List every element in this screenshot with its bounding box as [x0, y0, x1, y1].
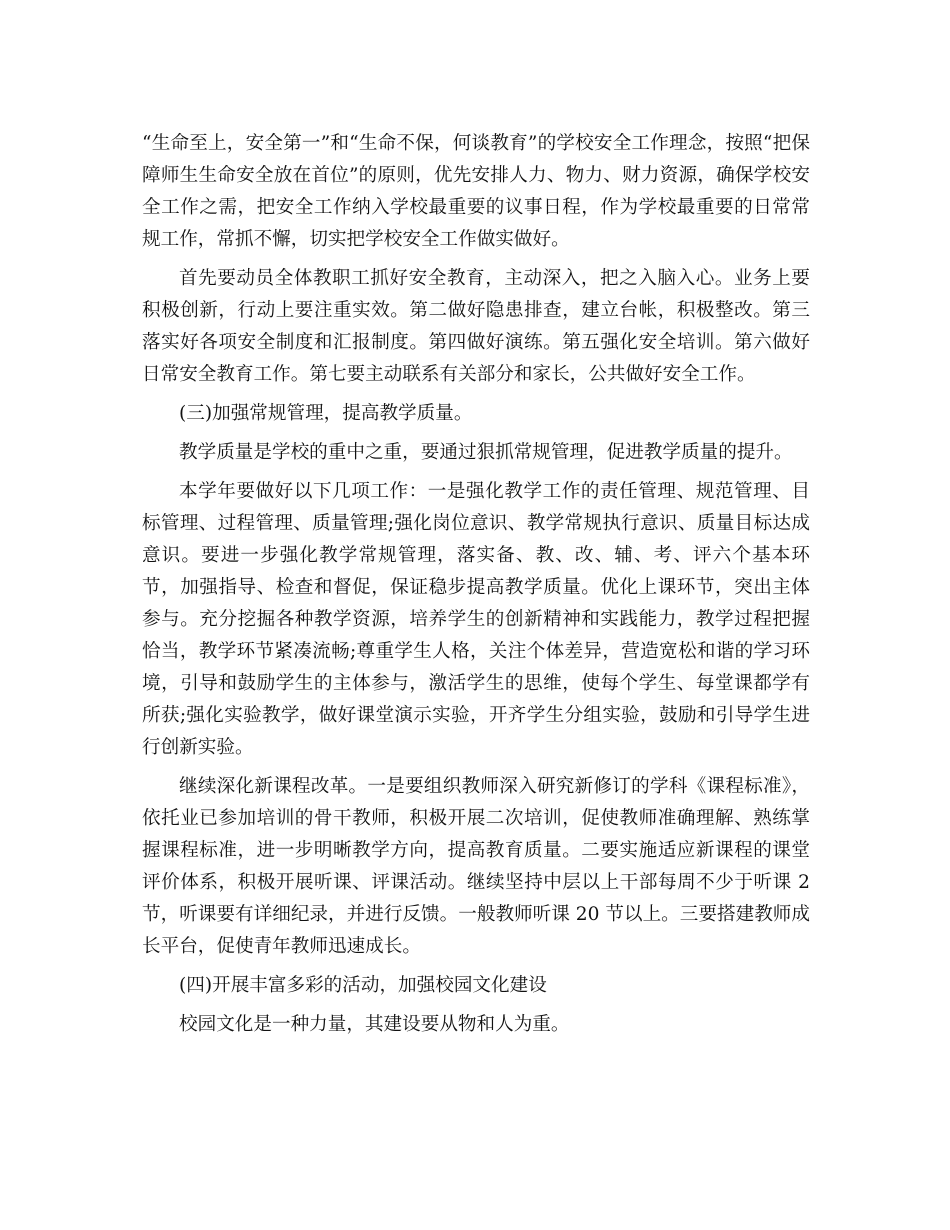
document-body: [142, 128, 810, 1048]
paragraph-teaching-quality: 教学质量是学校的重中之重，要通过狠抓常规管理，促进教学质量的提升。: [179, 442, 793, 463]
section-heading-routine-management: (三)加强常规管理，提高教学质量。: [179, 403, 473, 424]
paragraph-safety-measures: 首先要动员全体教职工抓好安全教育，主动深入，把之入脑入心。业务上要积极创新，行动上要注重实效。第二做好隐患排查，建立台帐，积极整改。第三落实好各项安全制度和汇报制度。第四做好演练。第五强化安全培训。第六做好日常安全教育工作。第七要主动联系有关部分和家长，公共做好安全工作。: [142, 268, 810, 385]
paragraph-safety-philosophy: “生命至上，安全第一”和“生命不保，何谈教育”的学校安全工作理念，按照“把保障师生生命安全放在首位”的原则，优先安排人力、物力、财力资源，确保学校安全工作之需，把安全工作纳入学校最重要的议事日程，作为学校最重要的日常常规工作，常抓不懈，切实把学校安全工作做实做好。: [142, 133, 810, 250]
paragraph-year-tasks: 本学年要做好以下几项工作：一是强化教学工作的责任管理、规范管理、目标管理、过程管理、质量管理;强化岗位意识、教学常规执行意识、质量目标达成意识。要进一步强化教学常规管理，落实备、教、改、辅、考、评六个基本环节，加强指导、检查和督促，保证稳步提高教学质量。优化上课环节，突出主体参与。充分挖掘各种教学资源，培养学生的创新精神和实践能力，教学过程把握恰当，教学环节紧凑流畅;尊重学生人格，关注个体差异，营造宽松和谐的学习环境，引导和鼓励学生的主体参与，激活学生的思维，使每个学生、每堂课都学有所获;强化实验教学，做好课堂演示实验，开齐学生分组实验，鼓励和引导学生进行创新实验。: [142, 481, 810, 758]
paragraph-campus-culture: 校园文化是一种力量，其建设要从物和人为重。: [179, 1014, 570, 1035]
section-heading-campus-culture: (四)开展丰富多彩的活动，加强校园文化建设: [179, 975, 547, 996]
paragraph-curriculum-reform: 继续深化新课程改革。一是要组织教师深入研究新修订的学科《课程标准》，依托业已参加培训的骨干教师，积极开展二次培训，促使教师准确理解、熟练掌握课程标准，进一步明晰教学方向，提高教育质量。二要实施适应新课程的课堂评价体系，积极开展听课、评课活动。继续坚持中层以上干部每周不少于听课 2 节，听课要有详细纪录，并进行反馈。一般教师听课 20 节以上。三要搭建教师成长平台，促使青年教师迅速成长。: [142, 776, 810, 957]
